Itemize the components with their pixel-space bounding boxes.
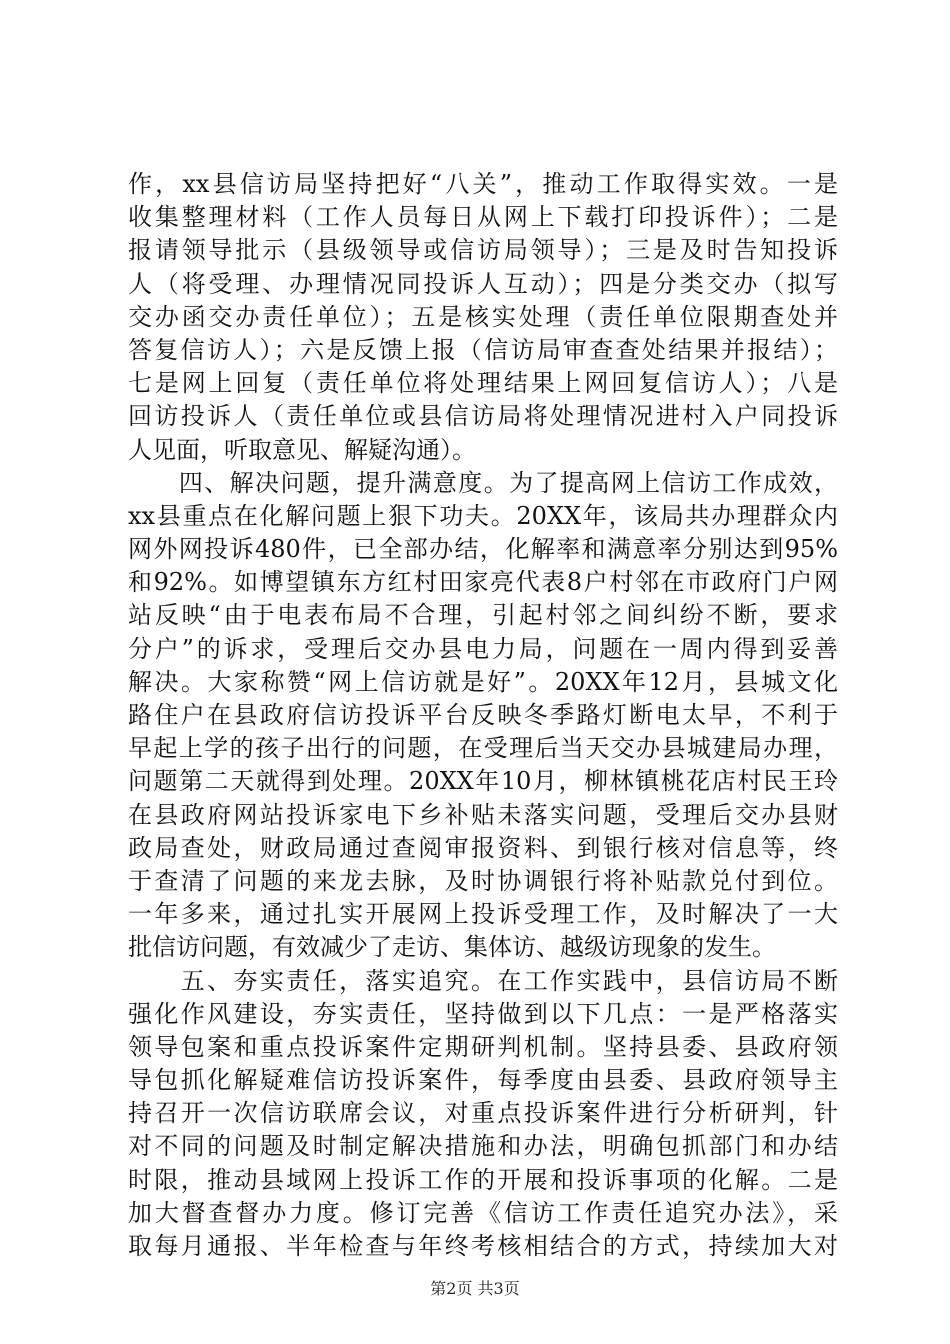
body-text	[128, 168, 838, 1263]
text-line: 路住户在县政府信访投诉平台反映冬季路灯断电太早，不利于	[128, 701, 838, 729]
text-line: 分户”的诉求，受理后交办县电力局，问题在一周内得到妥善	[128, 634, 838, 663]
text-line: 五、夯实责任，落实追究。在工作实践中，县信访局不断	[128, 966, 838, 995]
text-line: 政局查处，财政局通过查阅审报资料、到银行核对信息等，终	[128, 833, 838, 862]
text-line: 答复信访人）；六是反馈上报（信访局审查查处结果并报结）；	[128, 335, 838, 364]
text-line: 收集整理材料（工作人员每日从网上下载打印投诉件）；二是	[128, 203, 838, 232]
text-line: 对不同的问题及时制定解决措施和办法，明确包抓部门和办结	[128, 1132, 838, 1161]
text-line: 网外网投诉480件，已全部办结，化解率和满意率分别达到95%	[128, 535, 838, 564]
text-line: 在县政府网站投诉家电下乡补贴未落实问题，受理后交办县财	[128, 800, 838, 829]
text-line: 四、解决问题，提升满意度。为了提高网上信访工作成效，	[128, 468, 838, 497]
text-line: 和92%。如博望镇东方红村田家亮代表8户村邻在市政府门户网	[128, 568, 838, 597]
text-line: 问题第二天就得到处理。20XX年10月，柳林镇桃花店村民王玲	[128, 767, 838, 796]
text-line: 报请领导批示（县级领导或信访局领导）；三是及时告知投诉	[128, 236, 838, 265]
text-line: 持召开一次信访联席会议，对重点投诉案件进行分析研判，针	[128, 1099, 838, 1128]
text-line: 解决。大家称赞“网上信访就是好”。20XX年12月，县城文化	[128, 667, 838, 696]
text-line: 强化作风建设，夯实责任，坚持做到以下几点：一是严格落实	[128, 999, 838, 1028]
text-line: 于查清了问题的来龙去脉，及时协调银行将补贴款兑付到位。	[128, 866, 838, 895]
text-line: 站反映“由于电表布局不合理，引起村邻之间纠纷不断，要求	[128, 601, 838, 630]
text-line: 批信访问题，有效减少了走访、集体访、越级访现象的发生。	[128, 933, 776, 962]
text-line: 取每月通报、半年检查与年终考核相结合的方式，持续加大对	[128, 1232, 838, 1260]
text-line: 早起上学的孩子出行的问题，在受理后当天交办县城建局办理，	[128, 734, 838, 763]
page-footer: 第2页 共3页	[430, 1279, 520, 1298]
text-line: 导包抓化解疑难信访投诉案件，每季度由县委、县政府领导主	[128, 1066, 838, 1095]
text-line: 作，xx县信访局坚持把好“八关”，推动工作取得实效。一是	[128, 170, 838, 198]
text-line: 交办函交办责任单位）；五是核实处理（责任单位限期查处并	[128, 302, 838, 331]
text-line: xx县重点在化解问题上狠下功夫。20XX年，该局共办理群众内	[128, 501, 838, 530]
text-line: 回访投诉人（责任单位或县信访局将处理情况进村入户同投诉	[128, 402, 838, 431]
text-line: 加大督查督办力度。修订完善《信访工作责任追究办法》，采	[128, 1198, 838, 1227]
text-line: 一年多来，通过扎实开展网上投诉受理工作，及时解决了一大	[128, 900, 838, 929]
text-line: 七是网上回复（责任单位将处理结果上网回复信访人）；八是	[128, 369, 838, 398]
text-line: 人（将受理、办理情况同投诉人互动）；四是分类交办（拟写	[128, 269, 838, 298]
text-line: 人见面，听取意见、解疑沟通）。	[128, 435, 476, 464]
text-line: 时限，推动县域网上投诉工作的开展和投诉事项的化解。二是	[128, 1165, 838, 1194]
text-line: 领导包案和重点投诉案件定期研判机制。坚持县委、县政府领	[128, 1032, 838, 1061]
